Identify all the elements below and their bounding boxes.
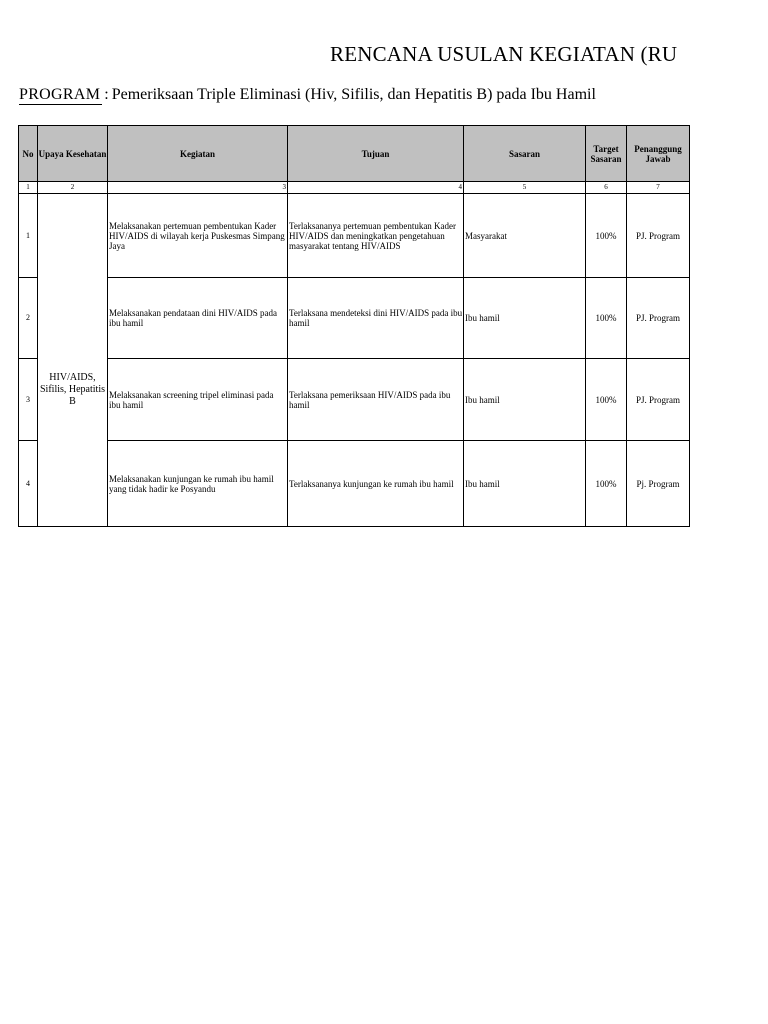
tujuan-cell: Terlaksananya kunjungan ke rumah ibu hamil — [288, 441, 464, 527]
tujuan-cell: Terlaksananya pertemuan pembentukan Kader HIV/AIDS dan meningkatkan pengetahuan masyarakat tentang HIV/AIDS — [288, 194, 464, 278]
row-number: 1 — [19, 194, 38, 278]
program-separator: : — [104, 86, 109, 103]
kegiatan-cell: Melaksanakan pertemuan pembentukan Kader HIV/AIDS di wilayah kerja Puskesmas Simpang Jaya — [108, 194, 288, 278]
kegiatan-cell: Melaksanakan kunjungan ke rumah ibu hamil yang tidak hadir ke Posyandu — [108, 441, 288, 527]
table-row — [19, 278, 690, 359]
header-sasaran: Sasaran — [464, 126, 586, 182]
header-kegiatan: Kegiatan — [108, 126, 288, 182]
column-number: 4 — [288, 182, 464, 194]
program-name: Pemeriksaan Triple Eliminasi (Hiv, Sifilis, dan Hepatitis B) pada Ibu Hamil — [111, 86, 596, 103]
column-number-row — [19, 182, 690, 194]
row-number: 2 — [19, 278, 38, 359]
tujuan-cell: Terlaksana pemeriksaan HIV/AIDS pada ibu hamil — [288, 359, 464, 441]
target-cell: 100% — [586, 441, 627, 527]
header-target-sasaran: Target Sasaran — [586, 126, 627, 182]
row-number: 3 — [19, 359, 38, 441]
header-no: No — [19, 126, 38, 182]
kegiatan-cell: Melaksanakan pendataan dini HIV/AIDS pada ibu hamil — [108, 278, 288, 359]
kegiatan-cell: Melaksanakan screening tripel eliminasi pada ibu hamil — [108, 359, 288, 441]
column-number: 1 — [19, 182, 38, 194]
column-number: 7 — [627, 182, 690, 194]
column-number: 6 — [586, 182, 627, 194]
penanggung-jawab-cell: PJ. Program — [627, 194, 690, 278]
penanggung-jawab-cell: PJ. Program — [627, 359, 690, 441]
penanggung-jawab-cell: PJ. Program — [627, 278, 690, 359]
activity-table — [18, 125, 690, 527]
column-number: 3 — [108, 182, 288, 194]
target-cell: 100% — [586, 194, 627, 278]
program-line — [19, 86, 596, 105]
target-cell: 100% — [586, 278, 627, 359]
sasaran-cell: Ibu hamil — [464, 359, 586, 441]
column-number: 5 — [464, 182, 586, 194]
document-title: RENCANA USULAN KEGIATAN (RU — [330, 42, 678, 66]
program-label: PROGRAM — [19, 86, 101, 103]
sasaran-cell: Masyarakat — [464, 194, 586, 278]
header-upaya-kesehatan: Upaya Kesehatan — [38, 126, 108, 182]
sasaran-cell: Ibu hamil — [464, 278, 586, 359]
row-number: 4 — [19, 441, 38, 527]
target-cell: 100% — [586, 359, 627, 441]
header-row — [19, 126, 690, 182]
table-row — [19, 359, 690, 441]
tujuan-cell: Terlaksana mendeteksi dini HIV/AIDS pada ibu hamil — [288, 278, 464, 359]
table-row — [19, 441, 690, 527]
upaya-kesehatan-cell: HIV/AIDS, Sifilis, Hepatitis B — [38, 194, 108, 527]
sasaran-cell: Ibu hamil — [464, 441, 586, 527]
penanggung-jawab-cell: Pj. Program — [627, 441, 690, 527]
table-row — [19, 194, 690, 278]
header-penanggung-jawab: Penanggung Jawab — [627, 126, 690, 182]
column-number: 2 — [38, 182, 108, 194]
header-tujuan: Tujuan — [288, 126, 464, 182]
